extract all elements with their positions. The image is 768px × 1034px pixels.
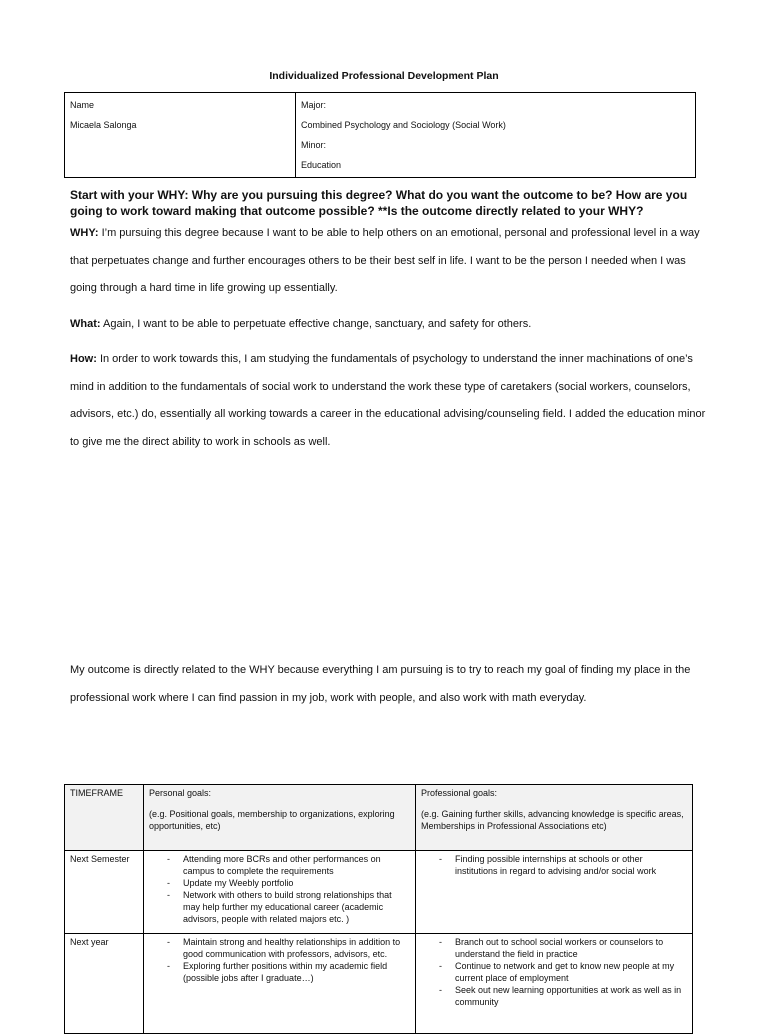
major-minor-cell (296, 93, 696, 178)
table-row (65, 934, 693, 1034)
how-text: In order to work towards this, I am studying the fundamentals of psychology to understand the inner machinations of one’s mind in addition to the fundamentals of social work to understand the work these type of caretakers (social workers, counselors, advisors, etc.) do, essentially all working towards a career in the educational advising/counseling field. I added the education minor to give me the direct ability to work in schools as well. (70, 353, 706, 448)
personal-goals-list (149, 853, 410, 925)
how-paragraph (70, 346, 710, 456)
personal-goals-header (144, 785, 416, 851)
timeframe-cell: Next Semester (65, 851, 144, 934)
why-paragraph (70, 220, 710, 303)
list-item: - Update my Weebly portfolio (149, 877, 410, 889)
professional-goals-cell (416, 934, 693, 1034)
how-label: How: (70, 353, 97, 365)
personal-goals-title: Personal goals: (149, 788, 212, 798)
list-item: - Exploring further positions within my academic field (possible jobs after I graduate…) (149, 960, 410, 984)
professional-goals-list (421, 853, 687, 877)
list-item: - Finding possible internships at schools or other institutions in regard to advising and/or social work (421, 853, 687, 877)
document-title: Individualized Professional Development Plan (269, 70, 499, 82)
table-row (65, 851, 693, 934)
outcome-paragraph: My outcome is directly related to the WHY because everything I am pursuing is to try to reach my goal of finding my place in the professional work where I can find passion in my job, work with people, and also work with math everyday. (70, 664, 691, 704)
name-cell (65, 93, 296, 178)
list-item: - Continue to network and get to know new people at my current place of employment (421, 960, 687, 984)
major-value: Combined Psychology and Sociology (Social Work) (301, 120, 506, 130)
personal-goals-list (149, 936, 410, 984)
list-item: - Network with others to build strong relationships that may help further my educational career (academic advisors, people with related majors etc. ) (149, 889, 410, 925)
personal-goals-cell (144, 851, 416, 934)
professional-goals-header (416, 785, 693, 851)
name-value: Micaela Salonga (70, 120, 137, 130)
timeframe-header: TIMEFRAME (65, 785, 144, 851)
why-label: WHY: (70, 227, 99, 239)
what-label: What: (70, 318, 101, 330)
list-item: - Seek out new learning opportunities at work as well as in community (421, 984, 687, 1008)
minor-value: Education (301, 160, 342, 170)
why-text: I’m pursuing this degree because I want to be able to help others on an emotional, personal and professional level in a way that perpetuates change and further encourages others to be their best self in life. I want to be the person I needed when I was going through a hard time in life growing up essentially. (70, 227, 700, 295)
what-text: Again, I want to be able to perpetuate effective change, sanctuary, and safety for others. (103, 318, 532, 330)
professional-goals-list (421, 936, 687, 1008)
why-prompt: Start with your WHY: Why are you pursuing this degree? What do you want the outcome to be? How are you going to work toward making that outcome possible? **Is the outcome directly related to your WHY? (70, 188, 688, 218)
goals-table (64, 784, 693, 1034)
professional-goals-title: Professional goals: (421, 788, 498, 798)
name-label: Name (70, 100, 95, 110)
professional-goals-cell (416, 851, 693, 934)
timeframe-cell: Next year (65, 934, 144, 1034)
what-paragraph (70, 311, 710, 339)
student-info-table (64, 92, 696, 178)
personal-goals-cell (144, 934, 416, 1034)
goals-header-row (65, 785, 693, 851)
personal-goals-examples: (e.g. Positional goals, membership to organizations, exploring opportunities, etc) (149, 809, 395, 831)
major-label: Major: (301, 100, 327, 110)
list-item: - Maintain strong and healthy relationships in addition to good communication with professors, advisors, etc. (149, 936, 410, 960)
minor-label: Minor: (301, 140, 327, 150)
list-item: - Branch out to school social workers or counselors to understand the field in practice (421, 936, 687, 960)
list-item: - Attending more BCRs and other performances on campus to complete the requirements (149, 853, 410, 877)
professional-goals-examples: (e.g. Gaining further skills, advancing knowledge is specific areas, Memberships in Professional Associations etc) (421, 809, 684, 831)
